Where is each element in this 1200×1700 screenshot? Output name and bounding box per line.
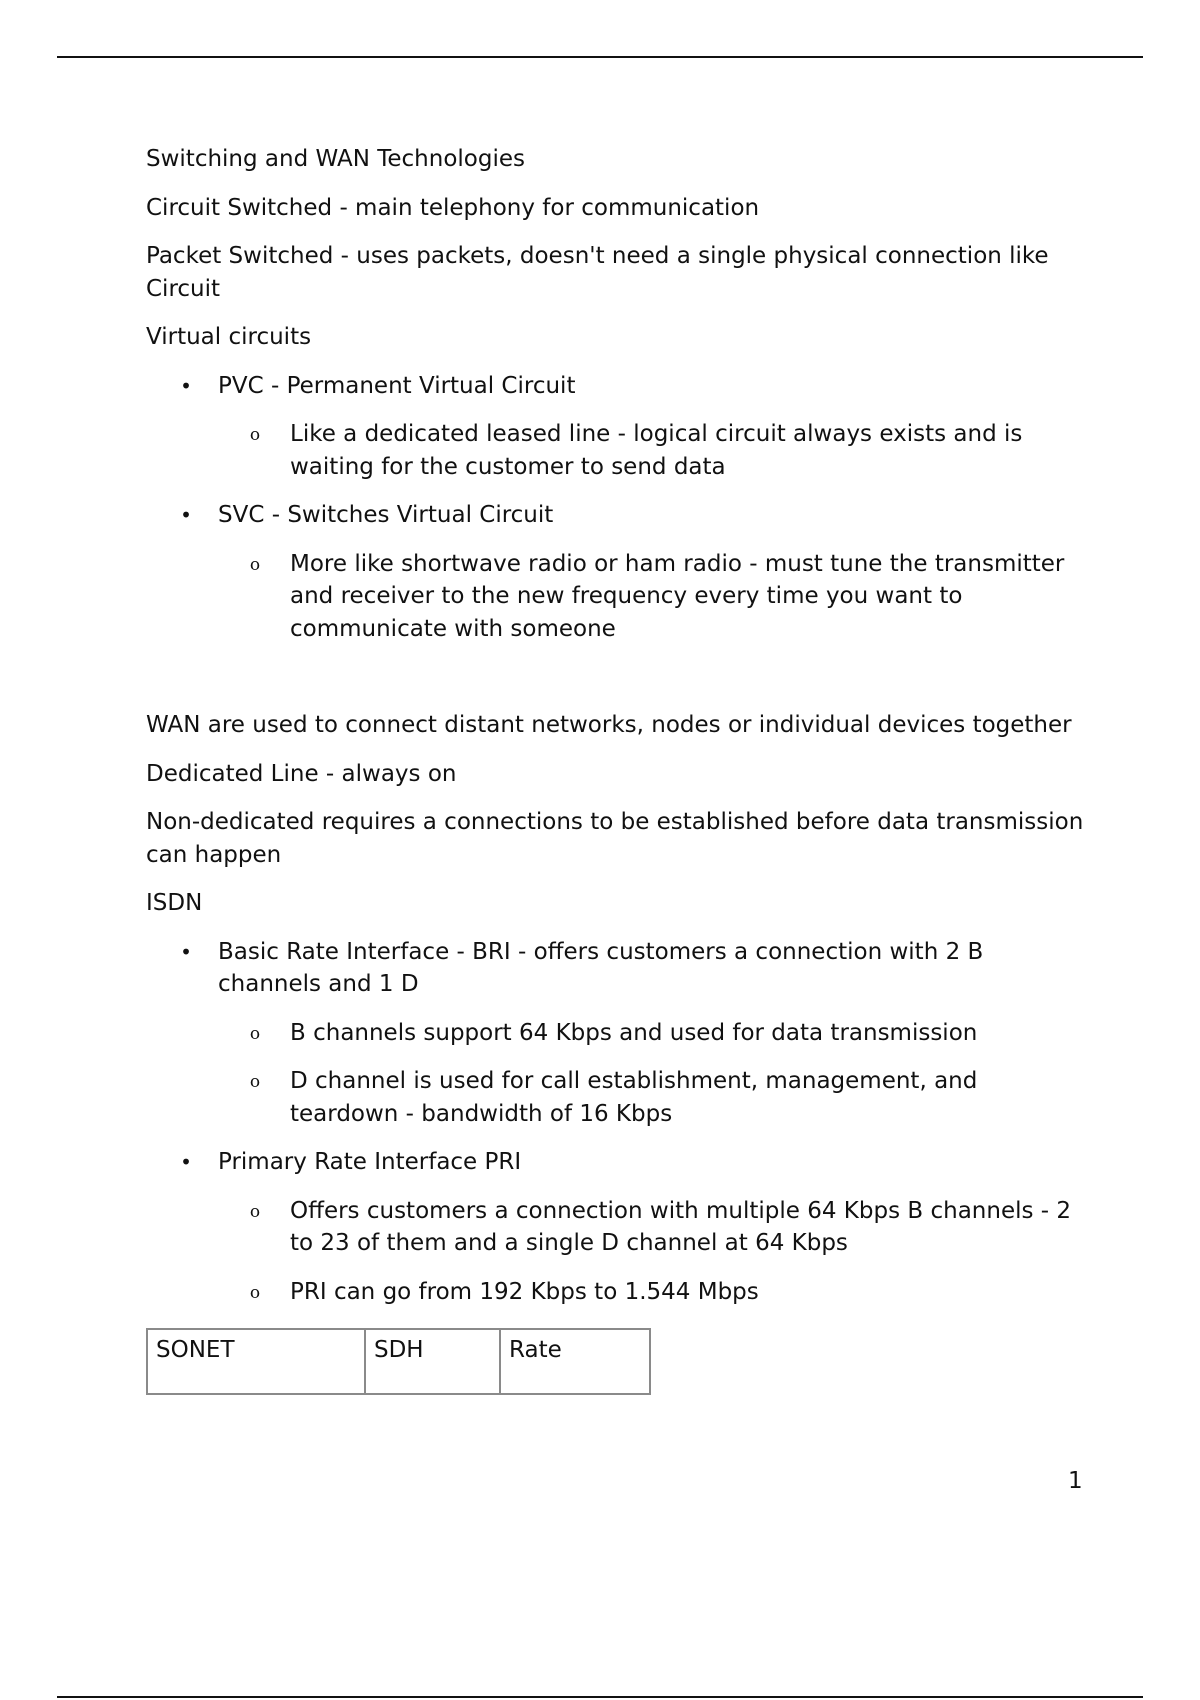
paragraph-packet-switched: Packet Switched - uses packets, doesn't need a single physical connection like Circuit	[146, 243, 1049, 302]
sub-list-item-text: Like a dedicated leased line - logical circuit always exists and is waiting for the customer to send data	[290, 421, 1023, 480]
bullet-icon: •	[180, 503, 192, 527]
sub-list-item	[218, 1017, 1086, 1050]
sub-list-item-text: More like shortwave radio or ham radio - must tune the transmitter and receiver to the new frequency every time you want to communicate with someone	[290, 550, 1065, 642]
paragraph-wan: WAN are used to connect distant networks, nodes or individual devices together	[146, 712, 1072, 738]
paragraph-dedicated-line: Dedicated Line - always on	[146, 760, 457, 787]
table-row	[147, 1329, 650, 1394]
paragraph-virtual-circuits: Virtual circuits	[146, 324, 312, 350]
paragraph-isdn: ISDN	[146, 890, 203, 916]
bullet-icon: •	[180, 373, 192, 398]
circle-bullet-icon: o	[249, 1023, 261, 1044]
virtual-circuits-list	[146, 370, 1086, 646]
sub-list	[218, 1195, 1086, 1309]
sub-list-item-text: D channel is used for call establishment, management, and teardown - bandwidth of 16 Kbps	[290, 1068, 978, 1127]
circle-bullet-icon: o	[249, 554, 261, 575]
paragraph-circuit-switched: Circuit Switched - main telephony for communication	[146, 194, 760, 221]
bullet-icon: •	[180, 1150, 192, 1174]
list-item-bri	[146, 936, 1086, 1131]
sub-list-item	[218, 1276, 1086, 1309]
sub-list-item	[218, 548, 1086, 646]
footer-rule	[57, 1696, 1143, 1698]
sub-list	[218, 548, 1086, 646]
circle-bullet-icon: o	[249, 1282, 261, 1303]
blank-line	[146, 661, 1086, 709]
circle-bullet-icon: o	[249, 1201, 261, 1222]
list-item-pri	[146, 1146, 1086, 1308]
list-item-pvc	[146, 370, 1086, 484]
isdn-list	[146, 936, 1086, 1309]
table-header-sdh: SDH	[365, 1329, 500, 1394]
list-item-label: SVC - Switches Virtual Circuit	[218, 502, 554, 528]
sub-list	[218, 1017, 1086, 1131]
sonet-sdh-table	[146, 1328, 651, 1395]
sub-list-item-text: PRI can go from 192 Kbps to 1.544 Mbps	[290, 1278, 759, 1305]
page-number: 1	[1068, 1468, 1083, 1494]
circle-bullet-icon: o	[249, 425, 261, 445]
sub-list-item-text: Offers customers a connection with multiple 64 Kbps B channels - 2 to 23 of them and a single D channel at 64 Kbps	[290, 1197, 1072, 1256]
paragraph-non-dedicated: Non-dedicated requires a connections to be established before data transmission can happen	[146, 809, 1084, 868]
document-title: Switching and WAN Technologies	[146, 146, 525, 172]
table-header-rate: Rate	[500, 1329, 650, 1394]
header-rule	[57, 56, 1143, 58]
table-header-sonet: SONET	[147, 1329, 365, 1394]
sub-list-item	[218, 1195, 1086, 1260]
document-body	[146, 143, 1086, 1395]
sub-list-item	[218, 418, 1086, 483]
circle-bullet-icon: o	[249, 1072, 261, 1092]
sub-list-item-text: B channels support 64 Kbps and used for data transmission	[290, 1019, 978, 1046]
list-item-label: PVC - Permanent Virtual Circuit	[218, 372, 576, 399]
list-item-label: Basic Rate Interface - BRI - offers customers a connection with 2 B channels and 1 D	[218, 938, 984, 997]
sub-list	[218, 418, 1086, 483]
sub-list-item	[218, 1065, 1086, 1130]
list-item-label: Primary Rate Interface PRI	[218, 1149, 522, 1175]
bullet-icon: •	[180, 939, 192, 964]
list-item-svc	[146, 499, 1086, 645]
